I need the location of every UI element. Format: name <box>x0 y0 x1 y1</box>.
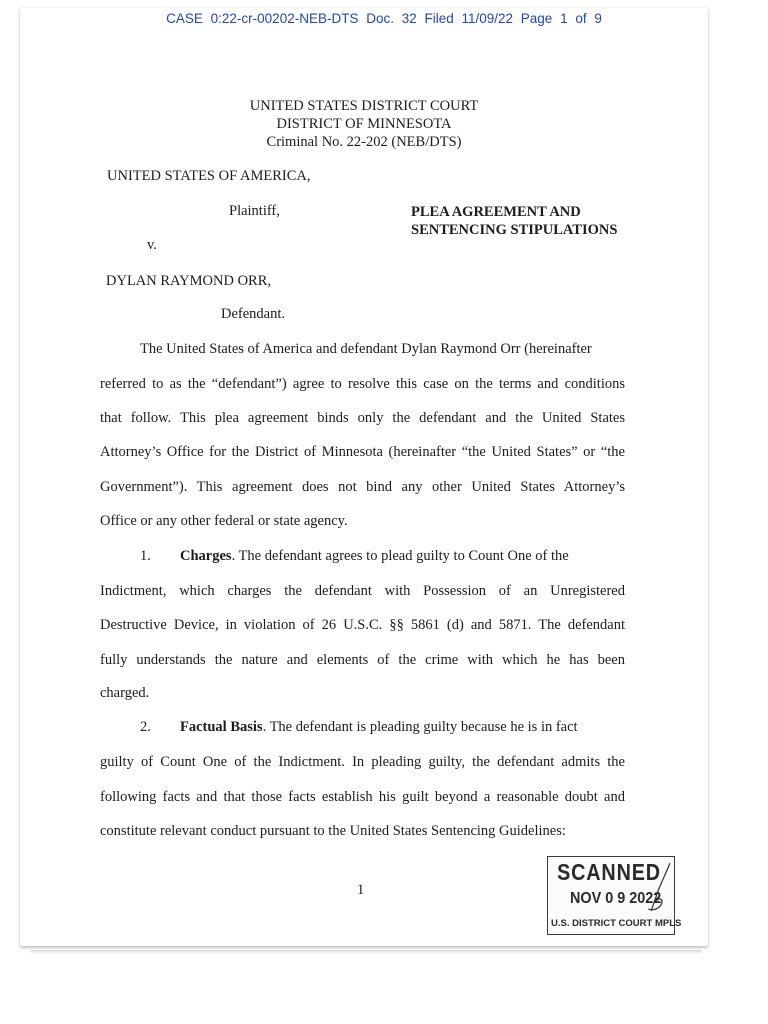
case-header: CASE 0:22-cr-00202-NEB-DTS Doc. 32 Filed 11/09/22 Page 1 of 9 <box>166 11 602 26</box>
criminal-number: Criminal No. 22-202 (NEB/DTS) <box>266 134 462 150</box>
section-2-line: constitute relevant conduct pursuant to the United States Sentencing Guidelines: <box>100 823 566 839</box>
title-line-1: PLEA AGREEMENT AND <box>411 204 581 220</box>
defendant-label: Defendant. <box>221 306 286 322</box>
intro-line: that follow. This plea agreement binds only the defendant and the United States <box>100 410 625 426</box>
section-1-line: Indictment, which charges the defendant with Possession of an Unregistered <box>100 583 625 599</box>
versus: v. <box>147 237 157 253</box>
intro-line: Government”). This agreement does not bind any other United States Attorney’s <box>100 479 625 495</box>
section-1-number: 1. <box>140 548 151 564</box>
page-number: 1 <box>357 882 365 898</box>
title-line-2: SENTENCING STIPULATIONS <box>411 222 618 238</box>
intro-line: The United States of America and defendant Dylan Raymond Orr (hereinafter <box>140 341 592 357</box>
page-shadow-edge <box>30 950 702 954</box>
intro-line: Office or any other federal or state agency. <box>100 513 348 529</box>
defendant-name: DYLAN RAYMOND ORR, <box>106 273 272 289</box>
document-title <box>411 203 617 239</box>
intro-line: Attorney’s Office for the District of Minnesota (hereinafter “the United States” or “the <box>100 444 625 460</box>
section-2-number: 2. <box>140 719 151 735</box>
section-2-first-text: . The defendant is pleading guilty because he is in fact <box>262 719 578 735</box>
section-1-line: charged. <box>100 685 150 701</box>
scanned-stamp <box>547 856 682 935</box>
section-1-line: Destructive Device, in violation of 26 U.S.C. §§ 5861 (d) and 5871. The defendant <box>100 617 625 633</box>
section-2-first-line <box>180 719 578 736</box>
stamp-title: SCANNED <box>557 859 661 885</box>
plaintiff-label: Plaintiff, <box>229 203 280 219</box>
section-2-line: guilty of Count One of the Indictment. In pleading guilty, the defendant admits the <box>100 754 625 770</box>
section-1-heading: Charges <box>180 548 232 564</box>
court-name: UNITED STATES DISTRICT COURT <box>249 98 479 114</box>
plaintiff-name: UNITED STATES OF AMERICA, <box>107 168 311 184</box>
stamp-office: U.S. DISTRICT COURT MPLS <box>551 918 682 929</box>
section-2-line: following facts and that those facts establish his guilt beyond a reasonable doubt and <box>100 789 625 805</box>
section-2-heading: Factual Basis <box>180 719 263 735</box>
initials-signature-icon <box>644 861 674 921</box>
district-name: DISTRICT OF MINNESOTA <box>276 116 452 132</box>
section-1-line: fully understands the nature and elements of the crime with which he has been <box>100 652 625 668</box>
section-1-first-line <box>180 548 569 565</box>
stamp-date: NOV 0 9 2022 <box>570 890 662 907</box>
section-1-first-text: . The defendant agrees to plead guilty to Count One of the <box>231 548 569 564</box>
intro-line: referred to as the “defendant”) agree to resolve this case on the terms and conditions <box>100 376 625 392</box>
